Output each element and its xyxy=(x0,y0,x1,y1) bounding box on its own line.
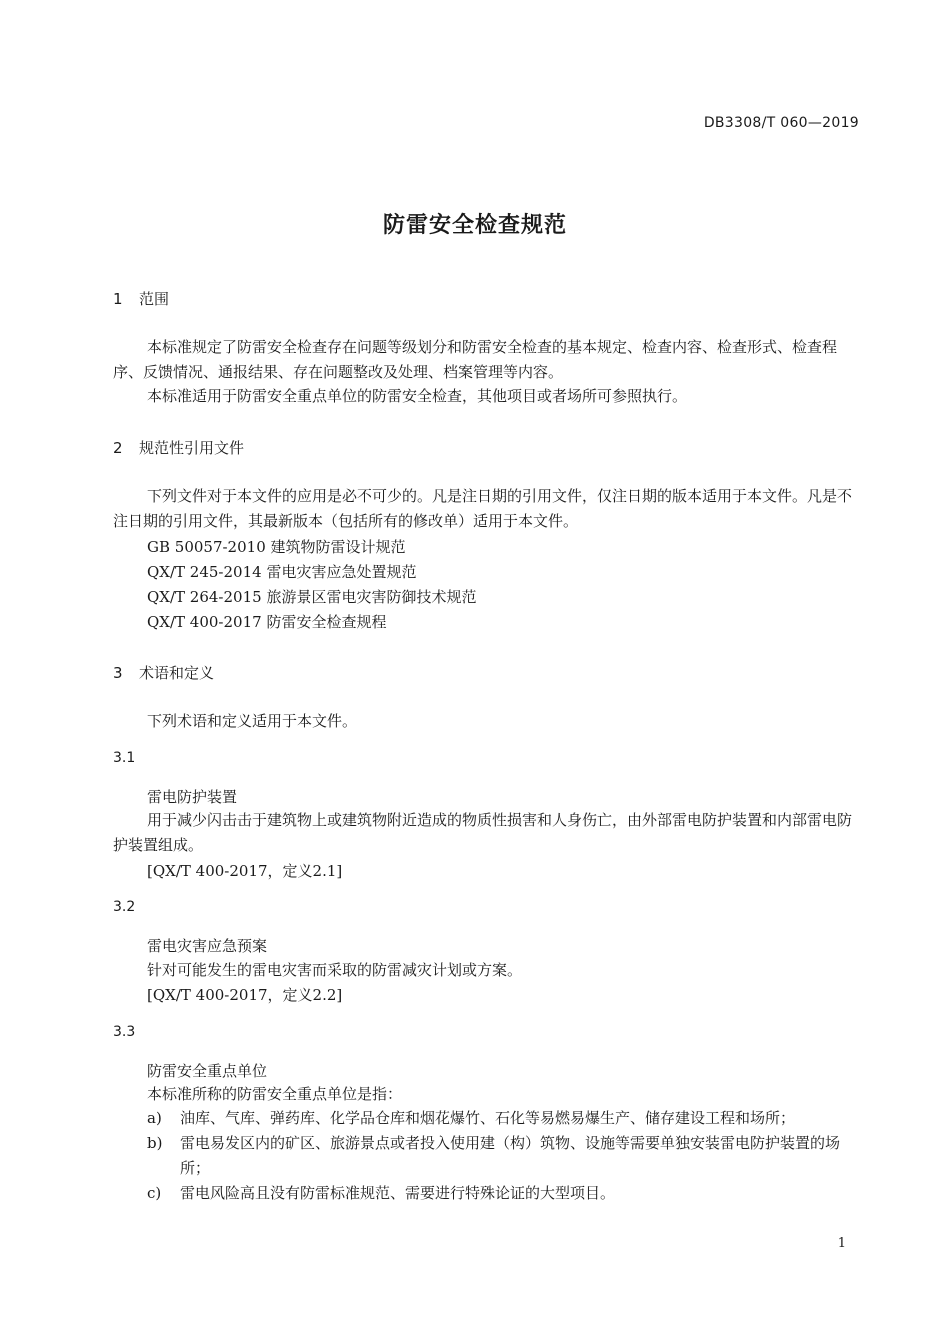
list-item xyxy=(113,1181,858,1206)
term-definition: 本标准所称的防雷安全重点单位是指： xyxy=(147,1085,403,1103)
document-code: DB3308/T 060—2019 xyxy=(703,115,859,131)
list-item-label: a) xyxy=(147,1109,162,1127)
section-3-paragraph-1: 下列术语和定义适用于本文件。 xyxy=(147,712,358,730)
section-number: 3 xyxy=(113,664,123,682)
section-1-paragraph-2: 本标准适用于防雷安全重点单位的防雷安全检查，其他项目或者场所可参照执行。 xyxy=(147,387,688,405)
reference-item: QX/T 264-2015 旅游景区雷电灾害防御技术规范 xyxy=(147,588,477,606)
section-number: 1 xyxy=(113,290,123,308)
term-name: 雷电灾害应急预案 xyxy=(147,937,268,955)
list-item-text: 雷电风险高且没有防雷标准规范、需要进行特殊论证的大型项目。 xyxy=(180,1184,616,1202)
section-number: 2 xyxy=(113,439,123,457)
term-name: 防雷安全重点单位 xyxy=(147,1062,268,1080)
page-title: 防雷安全检查规范 xyxy=(382,213,567,238)
term-number: 3.2 xyxy=(113,899,136,915)
term-number: 3.1 xyxy=(113,750,136,766)
section-title: 规范性引用文件 xyxy=(139,439,245,457)
list-item-text: 油库、气库、弹药库、化学品仓库和烟花爆竹、石化等易燃易爆生产、储存建设工程和场所； xyxy=(180,1109,796,1127)
section-2-heading xyxy=(113,437,244,458)
list-item-label: b) xyxy=(147,1134,163,1152)
reference-item: GB 50057-2010 建筑物防雷设计规范 xyxy=(147,538,406,556)
section-2-paragraph-1: 下列文件对于本文件的应用是必不可少的。凡是注日期的引用文件，仅注日期的版本适用于本文件。凡是不注日期的引用文件，其最新版本（包括所有的修改单）适用于本文件。 xyxy=(113,487,853,530)
term-number: 3.3 xyxy=(113,1024,136,1040)
section-title: 术语和定义 xyxy=(139,664,215,682)
reference-item: QX/T 400-2017 防雷安全检查规程 xyxy=(147,613,387,631)
section-3-heading xyxy=(113,662,214,683)
term-source: [QX/T 400-2017，定义2.1] xyxy=(147,862,343,880)
term-definition: 用于减少闪击击于建筑物上或建筑物附近造成的物质性损害和人身伤亡，由外部雷电防护装置和内部雷电防护装置组成。 xyxy=(113,811,853,854)
reference-item: QX/T 245-2014 雷电灾害应急处置规范 xyxy=(147,563,417,581)
section-1-heading xyxy=(113,288,169,309)
section-1-paragraph-1: 本标准规定了防雷安全检查存在问题等级划分和防雷安全检查的基本规定、检查内容、检查形式、检查程序、反馈情况、通报结果、存在问题整改及处理、档案管理等内容。 xyxy=(113,338,838,381)
term-name: 雷电防护装置 xyxy=(147,788,238,806)
section-title: 范围 xyxy=(139,290,170,308)
term-source: [QX/T 400-2017，定义2.2] xyxy=(147,986,343,1004)
list-item xyxy=(113,1131,858,1181)
list-item xyxy=(113,1106,858,1131)
list-item-label: c) xyxy=(147,1184,162,1202)
page-number: 1 xyxy=(837,1236,846,1251)
list-item-text: 雷电易发区内的矿区、旅游景点或者投入使用建（构）筑物、设施等需要单独安装雷电防护装置的场所； xyxy=(180,1134,841,1177)
term-definition: 针对可能发生的雷电灾害而采取的防雷减灾计划或方案。 xyxy=(147,961,523,979)
